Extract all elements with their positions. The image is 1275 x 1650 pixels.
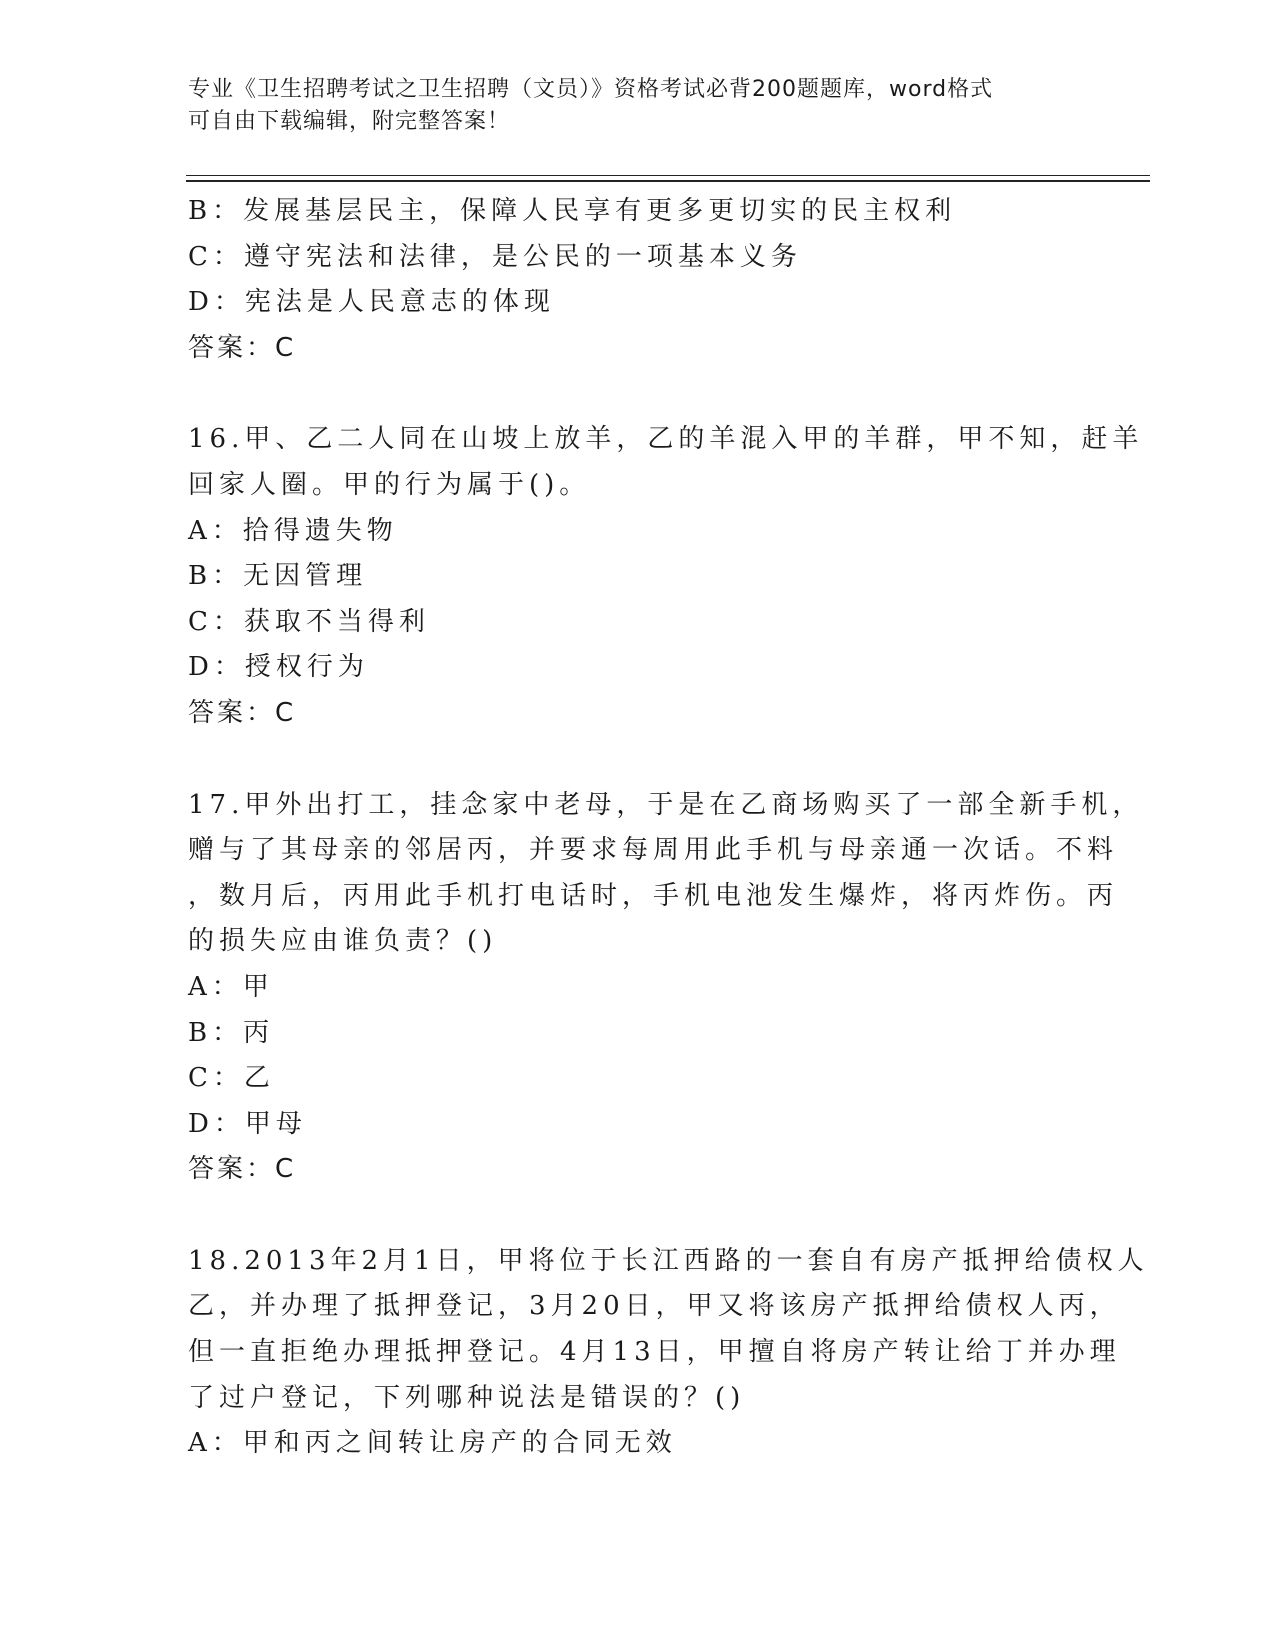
option-b: B：无因管理 bbox=[188, 561, 368, 592]
question-text-line: 回家人圈。甲的行为属于()。 bbox=[188, 469, 591, 500]
question-text-line: 乙，并办理了抵押登记，3月20日，甲又将该房产抵押给债权人丙， bbox=[188, 1291, 1121, 1322]
option-d: D：甲母 bbox=[188, 1108, 307, 1139]
question-text-line: 的损失应由谁负责？() bbox=[188, 926, 498, 957]
option-c: C：乙 bbox=[188, 1063, 275, 1094]
option-a: A：甲和丙之间转让房产的合同无效 bbox=[188, 1428, 677, 1459]
question-18 bbox=[188, 1239, 1149, 1467]
question-list bbox=[188, 189, 1149, 1467]
question-text-line: 赠与了其母亲的邻居丙，并要求每周用此手机与母亲通一次话。不料 bbox=[188, 835, 1119, 866]
header-divider-top bbox=[186, 175, 1150, 176]
option-c: C：获取不当得利 bbox=[188, 606, 430, 637]
question-15-tail bbox=[188, 189, 1088, 371]
spacer bbox=[188, 371, 1088, 417]
question-text-line: 了过户登记，下列哪种说法是错误的？() bbox=[188, 1382, 746, 1413]
option-b: B：发展基层民主，保障人民享有更多更切实的民主权利 bbox=[188, 196, 957, 226]
question-16 bbox=[188, 417, 1144, 736]
question-text-line: 18.2013年2月1日，甲将位于长江西路的一套自有房产抵押给债权人 bbox=[188, 1245, 1149, 1276]
option-a: A：拾得遗失物 bbox=[188, 515, 398, 546]
question-text-line: 16.甲、乙二人同在山坡上放羊，乙的羊混入甲的羊群，甲不知，赶羊 bbox=[188, 424, 1144, 455]
spacer bbox=[188, 737, 1088, 783]
answer: 答案：C bbox=[188, 1154, 297, 1185]
option-d: D：授权行为 bbox=[188, 652, 369, 683]
question-text-line: 17.甲外出打工，挂念家中老母，于是在乙商场购买了一部全新手机， bbox=[188, 789, 1144, 820]
header-line-2: 可自由下载编辑，附完整答案！ bbox=[188, 109, 511, 134]
option-b: B：丙 bbox=[188, 1017, 275, 1048]
answer: 答案：C bbox=[188, 697, 297, 728]
option-d: D：宪法是人民意志的体现 bbox=[188, 287, 555, 318]
answer: 答案：C bbox=[188, 332, 297, 363]
question-17 bbox=[188, 783, 1144, 1193]
option-c: C：遵守宪法和法律，是公民的一项基本义务 bbox=[188, 241, 802, 272]
header-divider-bottom bbox=[186, 180, 1150, 182]
document-header bbox=[188, 74, 1088, 138]
question-text-line: 但一直拒绝办理抵押登记。4月13日，甲擅自将房产转让给丁并办理 bbox=[188, 1337, 1121, 1368]
header-line-1: 专业《卫生招聘考试之卫生招聘（文员）》资格考试必背200题题库，word格式 bbox=[188, 77, 994, 102]
spacer bbox=[188, 1193, 1088, 1239]
question-text-line: ，数月后，丙用此手机打电话时，手机电池发生爆炸，将丙炸伤。丙 bbox=[188, 880, 1119, 911]
option-a: A：甲 bbox=[188, 971, 274, 1002]
